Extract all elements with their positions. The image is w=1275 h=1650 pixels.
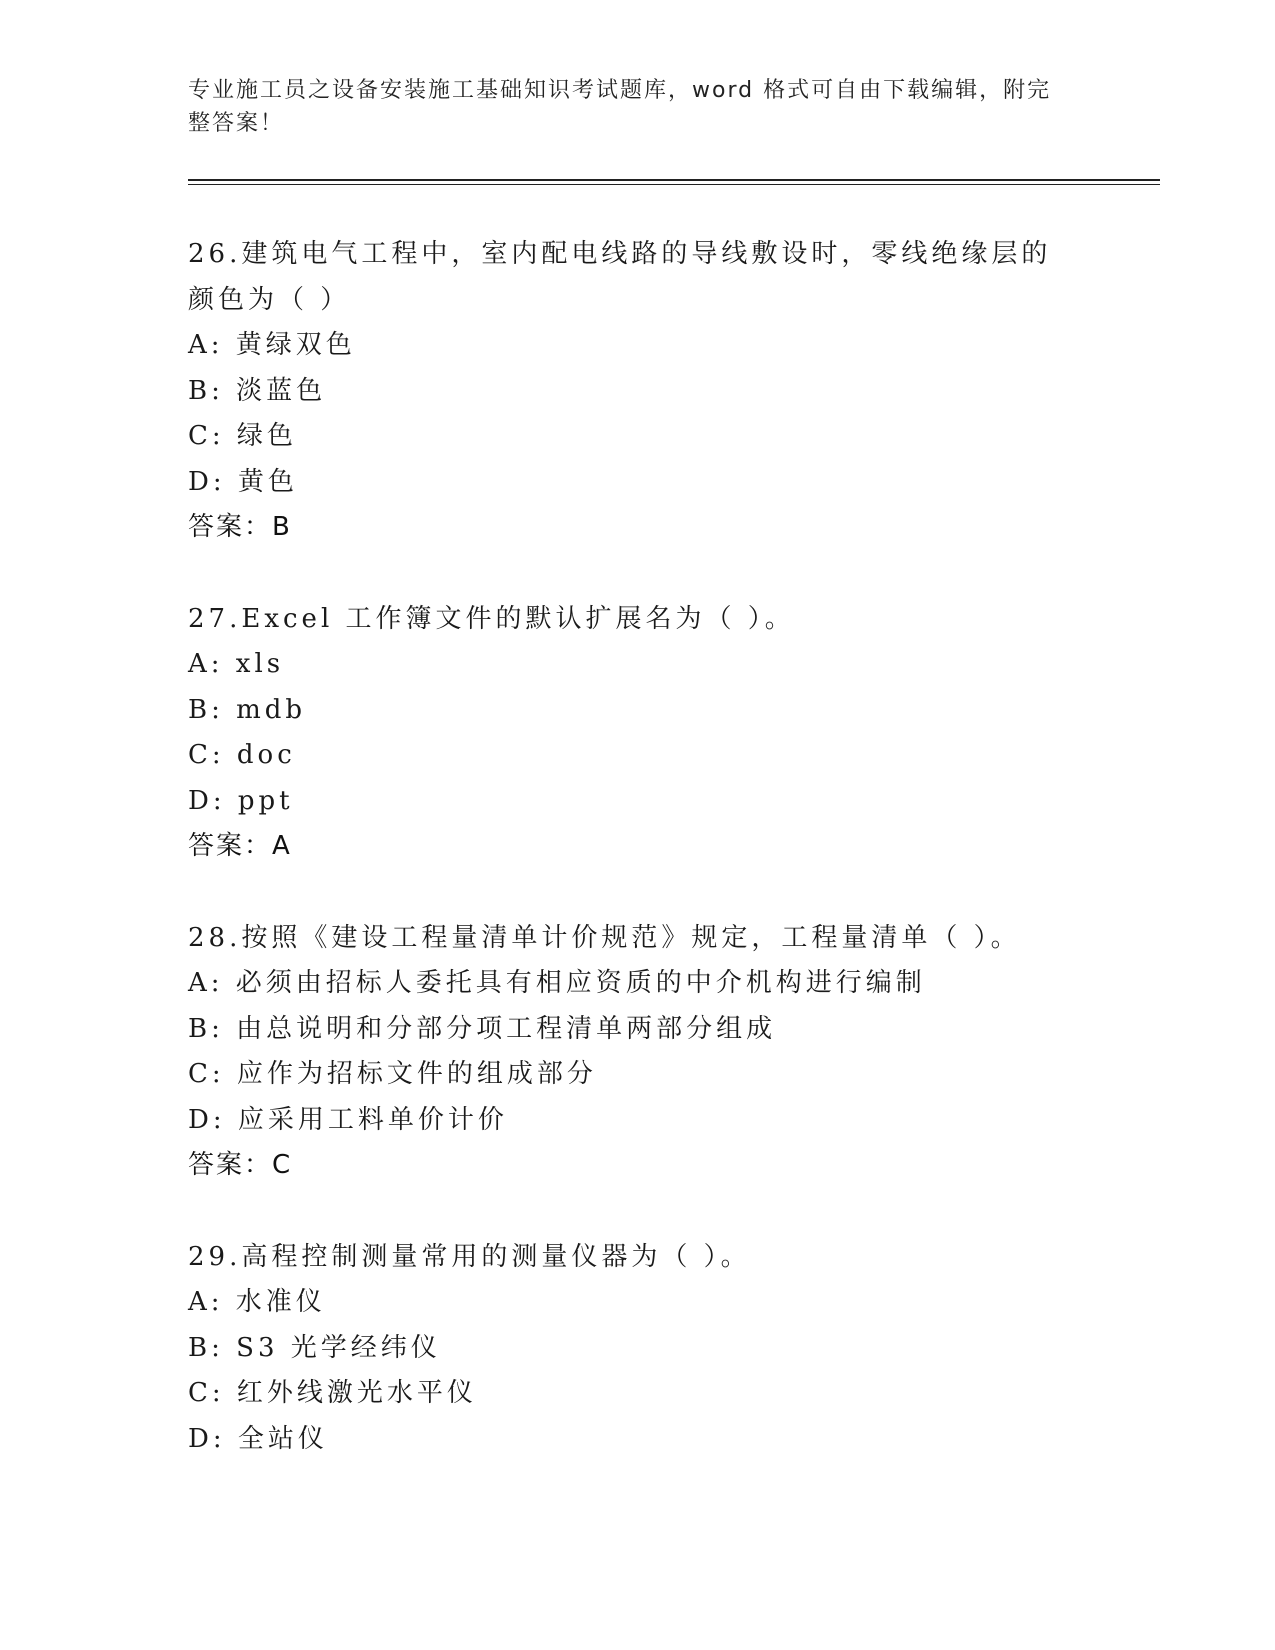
question-28: [188, 916, 1088, 1189]
question-29: [188, 1235, 1088, 1463]
option-d: D: 应采用工料单价计价: [188, 1104, 508, 1135]
document-header: 专业施工员之设备安装施工基础知识考试题库，word 格式可自由下载编辑，附完整答案！: [188, 78, 1052, 136]
option-a: A: xls: [188, 649, 285, 679]
question-26: [188, 232, 1088, 551]
option-d: D: 全站仪: [188, 1423, 328, 1454]
question-stem: 27.Excel 工作簿文件的默认扩展名为（ ）。: [188, 603, 795, 634]
question-stem: 26.建筑电气工程中，室内配电线路的导线敷设时，零线绝缘层的颜色为（ ）: [188, 239, 1052, 315]
answer-label: 答案：A: [188, 831, 292, 861]
question-stem: 28.按照《建设工程量清单计价规范》规定，工程量清单（ ）。: [188, 922, 1021, 953]
option-b: B: 淡蓝色: [188, 375, 327, 406]
option-a: A: 必须由招标人委托具有相应资质的中介机构进行编制: [188, 968, 926, 998]
option-b: B: 由总说明和分部分项工程清单两部分组成: [188, 1013, 777, 1044]
question-27: [188, 597, 1088, 870]
option-b: B: S3 光学经纬仪: [188, 1332, 441, 1363]
option-c: C: doc: [188, 740, 296, 770]
answer-label: 答案：B: [188, 512, 292, 542]
header-rule-thick: [188, 179, 1160, 181]
question-list: [188, 232, 1088, 1508]
option-b: B: mdb: [188, 694, 307, 725]
option-c: C: 绿色: [188, 421, 297, 451]
answer-label: 答案：C: [188, 1150, 293, 1180]
option-d: D: 黄色: [188, 466, 298, 497]
header-rule-thin: [188, 184, 1160, 185]
option-a: A: 黄绿双色: [188, 330, 356, 360]
option-c: C: 红外线激光水平仪: [188, 1378, 477, 1408]
option-d: D: ppt: [188, 785, 294, 816]
option-a: A: 水准仪: [188, 1287, 326, 1317]
question-stem: 29.高程控制测量常用的测量仪器为（ ）。: [188, 1241, 751, 1272]
option-c: C: 应作为招标文件的组成部分: [188, 1059, 597, 1089]
